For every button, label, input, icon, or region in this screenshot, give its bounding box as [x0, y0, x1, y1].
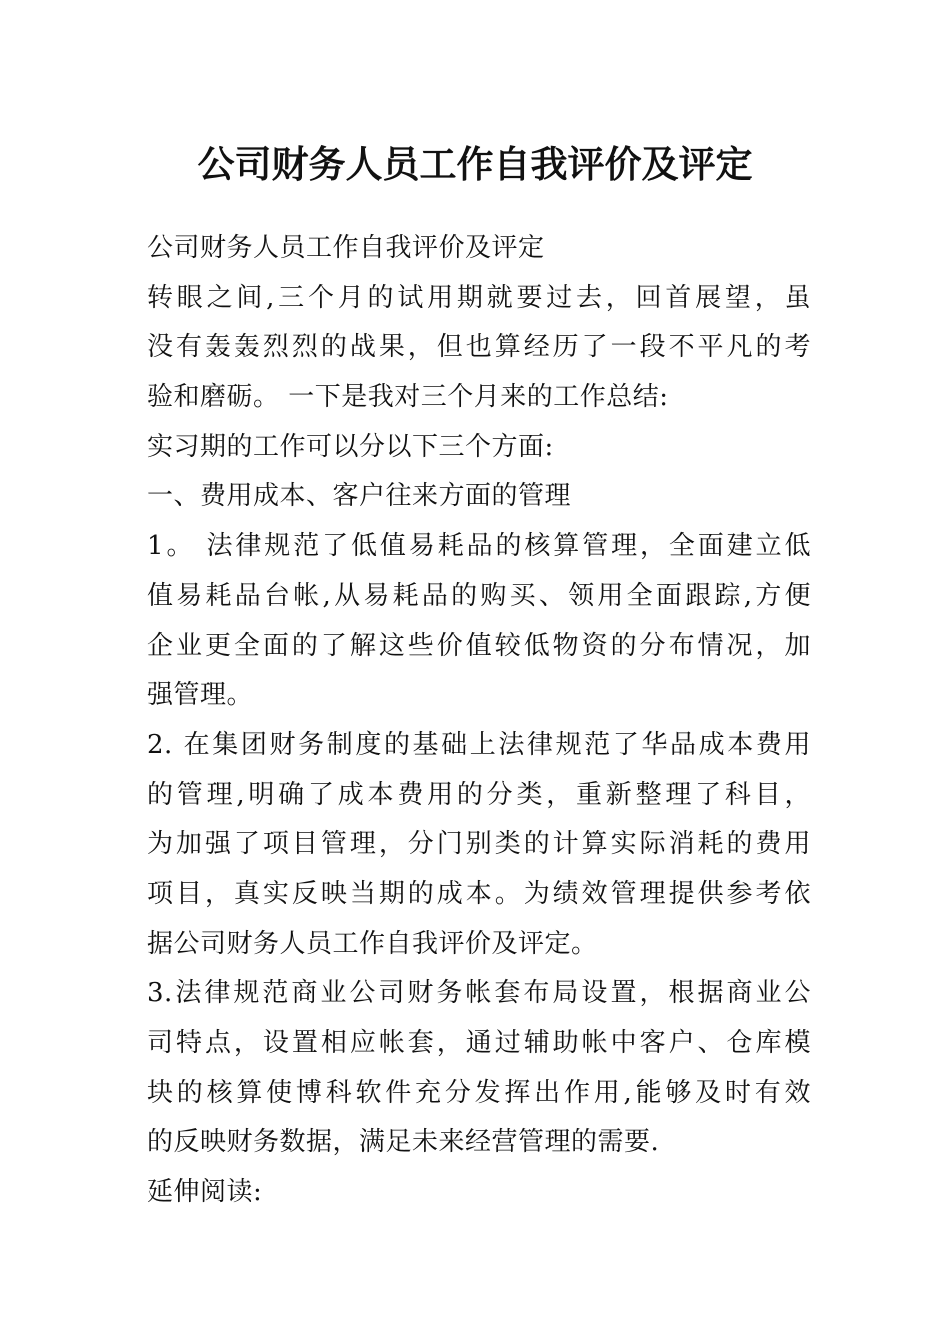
paragraph-line: 验和磨砺。 一下是我对三个月来的工作总结:: [147, 382, 669, 413]
paragraph-line: 强管理。: [147, 680, 254, 711]
paragraph-line: 1。 法律规范了低值易耗品的核算管理，全面建立低: [147, 531, 811, 562]
paragraph-line: 没有轰轰烈烈的战果，但也算经历了一段不平凡的考: [147, 332, 811, 363]
paragraph-line: 的反映财务数据，满足未来经营管理的需要.: [147, 1127, 660, 1158]
paragraph-line: 公司财务人员工作自我评价及评定: [147, 233, 545, 263]
extended-reading-label: 延伸阅读:: [147, 1177, 263, 1208]
paragraph-line: 转眼之间,三个月的试用期就要过去，回首展望，虽: [147, 282, 811, 313]
paragraph-line: 为加强了项目管理，分门别类的计算实际消耗的费用: [147, 829, 811, 860]
paragraph-line: 块的核算使博科软件充分发挥出作用,能够及时有效: [147, 1077, 811, 1108]
document-body: [147, 224, 811, 1218]
paragraph-line: 值易耗品台帐,从易耗品的购买、领用全面跟踪,方便: [147, 580, 811, 611]
paragraph-line: 司特点，设置相应帐套，通过辅助帐中客户、仓库模: [147, 1028, 811, 1058]
page-title: 公司财务人员工作自我评价及评定: [197, 142, 753, 186]
paragraph-line: 的管理,明确了成本费用的分类，重新整理了科目，: [147, 779, 811, 810]
paragraph-line: 据公司财务人员工作自我评价及评定。: [147, 928, 598, 959]
paragraph-line: 项目，真实反映当期的成本。为绩效管理提供参考依: [147, 878, 811, 909]
paragraph-line: 实习期的工作可以分以下三个方面:: [147, 431, 554, 462]
paragraph-line: 2. 在集团财务制度的基础上法律规范了华品成本费用: [147, 729, 811, 760]
section-heading: 一、费用成本、客户往来方面的管理: [147, 481, 572, 512]
paragraph-line: 3.法律规范商业公司财务帐套布局设置，根据商业公: [147, 978, 811, 1009]
paragraph-line: 企业更全面的了解这些价值较低物资的分布情况，加: [147, 630, 811, 661]
